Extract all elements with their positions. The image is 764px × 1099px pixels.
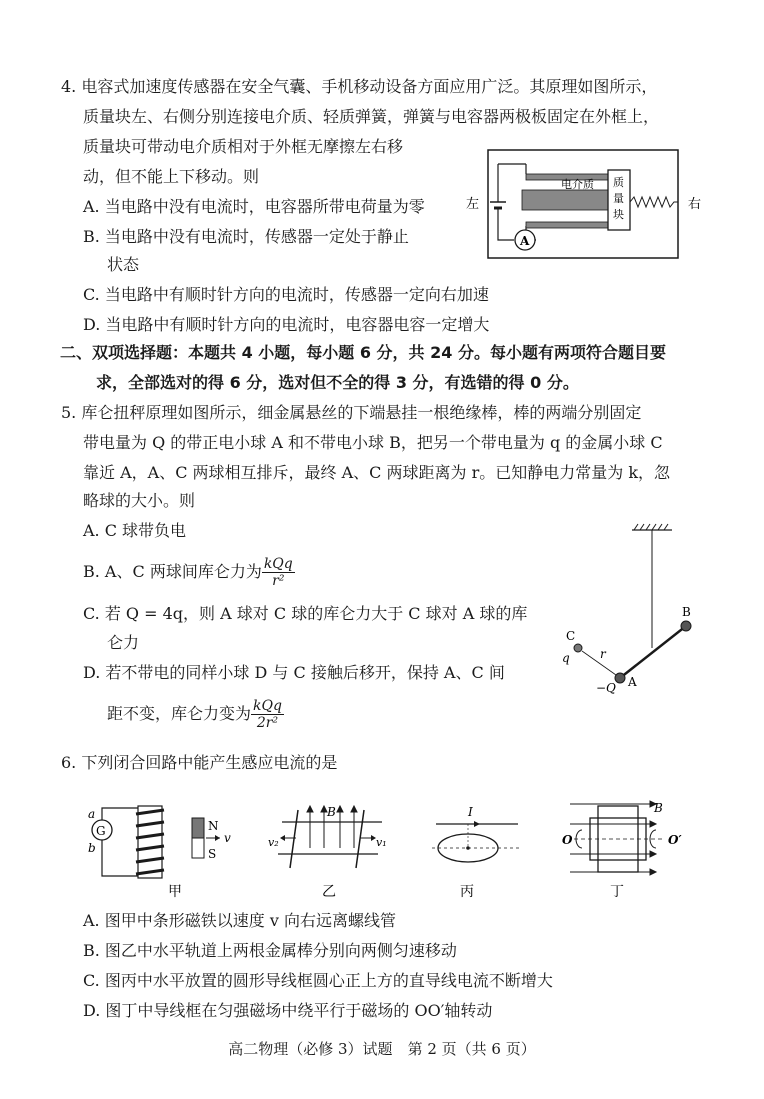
q4-option-d: D. 当电路中有顺时针方向的电流时，电容器电容一定增大 [83, 315, 490, 334]
label-n: N [208, 819, 219, 833]
q6-figure-ding [560, 796, 700, 900]
q4-option-a: A. 当电路中没有电流时，电容器所带电荷量为零 [83, 197, 425, 216]
q5-stem-line3: 靠近 A，A、C 两球相互排斥，最终 A、C 两球距离为 r。已知静电力常量为 k，忽 [83, 463, 671, 482]
q4-option-c: C. 当电路中有顺时针方向的电流时，传感器一定向右加速 [83, 285, 489, 304]
label-b: B [654, 801, 663, 815]
q5-option-d-line2 [107, 698, 284, 731]
ball-a [615, 673, 625, 683]
q4-stem-line4: 动，但不能上下移动。则 [83, 167, 260, 186]
label-q: q [562, 651, 570, 665]
ammeter-label: A [520, 234, 530, 248]
galvanometer-wire-top [102, 808, 138, 820]
ball-b [681, 621, 691, 631]
q5-stem-line1: 5. 库仑扭秤原理如图所示，细金属悬丝的下端悬挂一根绝缘棒，棒的两端分别固定 [61, 403, 642, 422]
label-v: v [224, 831, 231, 845]
q6-figure-jia [80, 796, 240, 900]
caption-yi: 乙 [322, 884, 336, 900]
label-b: b [88, 841, 96, 855]
label-r: r [600, 647, 606, 661]
caption-bing: 丙 [460, 884, 474, 900]
magnetic-field-lines [570, 801, 656, 875]
q5-stem-line2: 带电量为 Q 的带正电小球 A 和不带电小球 B，把另一个带电量为 q 的金属小球 C [83, 433, 663, 452]
rod-left [290, 810, 298, 868]
ball-c [574, 644, 582, 652]
distance-r-line [582, 651, 616, 675]
insulating-rod [620, 626, 686, 678]
section2-heading-line2: 求，全部选对的得 6 分，选对但不全的得 3 分，有选错的得 0 分。 [96, 373, 579, 392]
label-left: 左 [466, 197, 480, 212]
dielectric-label: 电介质 [561, 178, 594, 191]
page-footer: 高二物理（必修 3）试题 第 2 页（共 6 页） [228, 1040, 536, 1058]
mass-label-3: 块 [613, 208, 624, 221]
q5-option-b-fraction [262, 556, 295, 589]
q6-stem: 6. 下列闭合回路中能产生感应电流的是 [61, 753, 338, 772]
label-i: I [468, 805, 473, 819]
q4-option-b-line1: B. 当电路中没有电流时，传感器一定处于静止 [83, 227, 409, 246]
label-b: B [682, 605, 691, 619]
q6-option-d: D. 图丁中导线框在匀强磁场中绕平行于磁场的 OO′轴转动 [83, 1001, 493, 1020]
q5-option-b-denominator: r² [272, 573, 285, 589]
q6-figure-bing [428, 796, 528, 900]
dielectric-block [522, 190, 608, 210]
q5-stem-line4: 略球的大小。则 [83, 491, 196, 510]
lower-plate [526, 222, 612, 228]
label-c: C [566, 629, 576, 643]
label-v1: v₁ [376, 836, 387, 849]
q5-option-c-line1: C. 若 Q = 4q，则 A 球对 C 球的库仑力大于 C 球对 A 球的库 [83, 604, 528, 623]
bar-magnet-south [192, 838, 204, 858]
label-a: A [628, 675, 637, 689]
q5-option-d-numerator: kQq [253, 698, 282, 714]
galvanometer-label: G [96, 824, 106, 838]
q5-option-b-prefix: B. A、C 两球间库仑力为 [83, 562, 262, 581]
circuit-wire-bottom [498, 208, 514, 240]
q5-option-c-line2: 仑力 [107, 633, 140, 652]
solenoid-core [138, 806, 162, 878]
spring-icon [630, 197, 678, 207]
q5-option-d-fraction [251, 698, 284, 731]
rod-right [356, 810, 364, 868]
q6-option-b: B. 图乙中水平轨道上两根金属棒分别向两侧匀速移动 [83, 941, 457, 960]
q5-option-d-prefix: 距不变，库仑力变为 [107, 704, 252, 723]
mass-label-2: 量 [613, 192, 624, 205]
q4-accelerometer-figure [462, 142, 712, 266]
ceiling-hatch [634, 524, 668, 530]
caption-jia: 甲 [168, 884, 182, 900]
q4-stem-line3: 质量块可带动电介质相对于外框无摩擦左右移 [83, 137, 404, 156]
label-s: S [208, 847, 217, 861]
mass-label-1: 质 [613, 176, 624, 189]
label-v2: v₂ [268, 836, 279, 849]
q5-option-b-numerator: kQq [263, 556, 293, 572]
q4-stem-line2: 质量块左、右侧分别连接电介质、轻质弹簧，弹簧与电容器两极板固定在外框上， [83, 107, 660, 126]
q5-option-d-line1: D. 若不带电的同样小球 D 与 C 接触后移开，保持 A、C 间 [83, 663, 505, 682]
label-a: a [88, 807, 96, 821]
q5-option-d-denominator: 2r² [256, 715, 279, 731]
label-right: 右 [688, 197, 702, 212]
q6-option-a: A. 图甲中条形磁铁以速度 v 向右远离螺线管 [83, 911, 396, 930]
label-o-prime: O′ [668, 833, 682, 847]
v2-arrowhead [280, 835, 285, 841]
galvanometer-wire-bottom [102, 840, 138, 876]
q5-torsion-balance-figure [548, 520, 728, 700]
q5-option-b [83, 556, 295, 589]
label-b: B [327, 805, 336, 819]
caption-ding: 丁 [610, 884, 624, 900]
q5-option-a: A. C 球带负电 [83, 521, 187, 540]
q6-figure-yi [268, 796, 398, 900]
velocity-arrowhead [215, 835, 220, 841]
label-o: O [562, 833, 573, 847]
bar-magnet-north [192, 818, 204, 838]
current-arrowhead [474, 821, 480, 827]
q4-option-b-line2: 状态 [107, 255, 140, 274]
q4-stem-line1: 4. 电容式加速度传感器在安全气囊、手机移动设备方面应用广泛。其原理如图所示， [61, 77, 658, 96]
q6-option-c: C. 图丙中水平放置的圆形导线框圆心正上方的直导线电流不断增大 [83, 971, 553, 990]
section2-heading-line1: 二、双项选择题：本题共 4 小题，每小题 6 分，共 24 分。每小题有两项符合题目要 [60, 343, 666, 362]
label-neg-q: −Q [596, 681, 616, 695]
